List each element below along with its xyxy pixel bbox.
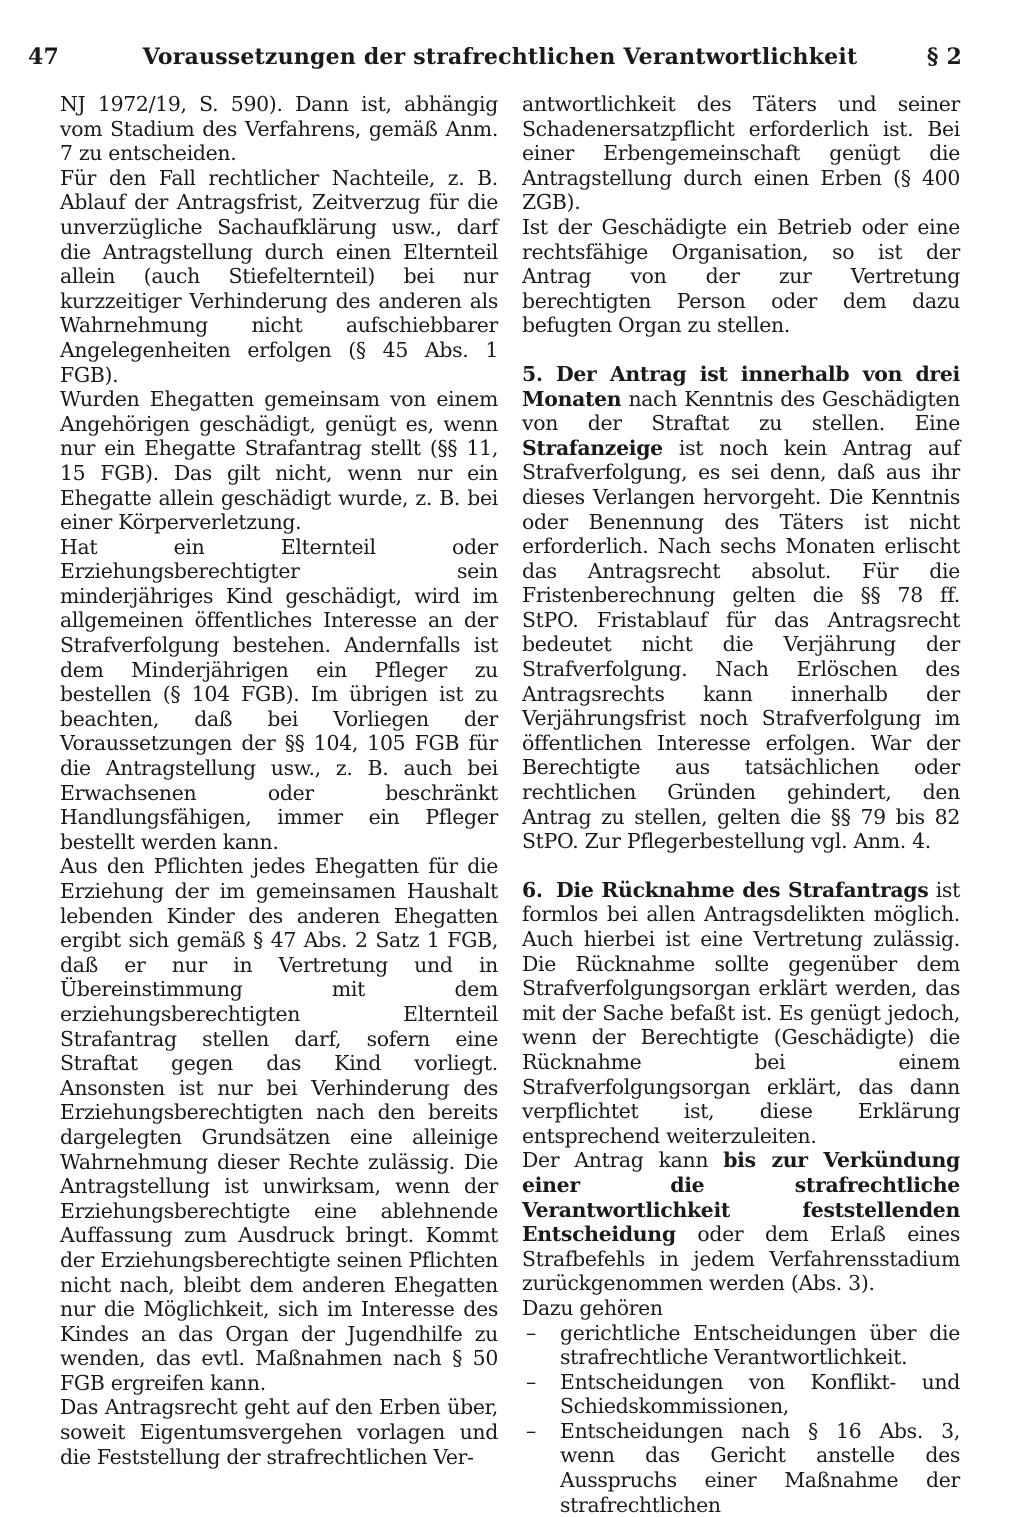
paragraph: antwortlichkeit des Täters und seiner Schadenersatzpflicht erforderlich ist. Bei einer Erbengemeinschaft genügt die Antragstellung durch einen Erben (§ 400 ZGB). (522, 92, 960, 215)
section-5-number: 5. (522, 362, 556, 387)
withdrawal-paragraph (522, 1148, 960, 1296)
section-5-bold-lead: Der Antrag ist innerhalb von drei Monaten (522, 362, 960, 411)
section-6-paragraph (522, 878, 960, 1149)
withdrawal-bold: bis zur Verkündung einer die strafrechtliche Verantwortlichkeit feststellenden Entscheidung (522, 1148, 960, 1246)
section-6-text: ist formlos bei allen Antragsdelikten möglich. Auch hierbei ist eine Vertretung zulässig. Die Rücknahme sollte gegenüber dem Strafverfolgungsorgan erklärt werden, das mit der Sache befaßt ist. Es genügt jedoch, wenn der Berechtigte (Geschädigte) die Rücknahme bei einem Strafverfolgungsorgan erklärt, das dann verpflichtet ist, diese Erklärung entsprechend weiterzuleiten. (522, 878, 960, 1148)
section-6-bold-lead: Die Rücknahme des Strafantrags (556, 878, 928, 902)
dash-list (522, 1321, 960, 1517)
chapter-title: Voraussetzungen der strafrechtlichen Verantwortlichkeit (59, 44, 927, 70)
paragraph: Wurden Ehegatten gemeinsam von einem Angehörigen geschädigt, genügt es, wenn nur ein Ehegatte Strafantrag stellt (§§ 11, 15 FGB). Das gilt nicht, wenn nur ein Ehegatte allein geschädigt wurde, z. B. bei einer Körperverletzung. (60, 387, 498, 535)
section-5-text-rest: ist noch kein Antrag auf Strafverfolgung, es sei denn, daß aus ihr dieses Verlangen hervorgeht. Die Kenntnis oder Benennung des Täters ist nicht erforderlich. Nach sechs Monaten erlischt das Antragsrecht absolut. Für die Fristenberechnung gelten die §§ 78 ff. StPO. Fristablauf für das Antragsrecht bedeutet nicht die Verjährung der Strafverfolgung. Nach Erlöschen des Antragsrechts kann innerhalb der Verjährungsfrist noch Strafverfolgung im öffentlichen Interesse erfolgen. War der Berechtigte aus tatsächlichen oder rechtlichen Gründen gehindert, den Antrag zu stellen, gelten die §§ 79 bis 82 StPO. Zur Pflegerbestellung vgl. Anm. 4. (522, 436, 960, 854)
page-number: 47 (28, 44, 59, 70)
section-5-text: nach Kenntnis des Geschädigten von der Straftat zu stellen. Eine (522, 387, 960, 436)
paragraph: NJ 1972/19, S. 590). Dann ist, abhängig vom Stadium des Verfahrens, gemäß Anm. 7 zu entscheiden. (60, 92, 498, 166)
withdrawal-text-rest: oder dem Erlaß eines Strafbefehls in jedem Verfahrensstadium zurückgenommen werden (Abs. 3). (522, 1222, 960, 1295)
paragraph: Für den Fall rechtlicher Nachteile, z. B. Ablauf der Antragsfrist, Zeitverzug für die unverzügliche Sachaufklärung usw., darf die Antragstellung durch einen Elternteil allein (auch Stiefelternteil) bei nur kurzzeitiger Verhinderung des anderen als Wahrnehmung nicht aufschiebbarer Angelegenheiten erfolgen (§ 45 Abs. 1 FGB). (60, 166, 498, 387)
list-item: – Entscheidungen von Konflikt- und Schiedskommissionen, (522, 1370, 960, 1419)
section-6-number: 6. (522, 878, 556, 903)
list-intro: Dazu gehören (522, 1296, 960, 1321)
running-header (28, 44, 962, 80)
paragraph: Aus den Pflichten jedes Ehegatten für die Erziehung der im gemeinsamen Haushalt lebenden Kinder des anderen Ehegatten ergibt sich gemäß § 47 Abs. 2 Satz 1 FGB, daß er nur in Vertretung und in Übereinstimmung mit dem erziehungsberechtigten Elternteil Strafantrag stellen darf, sofern eine Straftat gegen das Kind vorliegt. Ansonsten ist nur bei Verhinderung des Erziehungsberechtigten nach den bereits dargelegten Grundsätzen eine alleinige Wahrnehmung dieser Rechte zulässig. Die Antragstellung ist unwirksam, wenn der Erziehungsberechtigte eine ablehnende Auffassung zum Ausdruck bringt. Kommt der Erziehungsberechtigte seinen Pflichten nicht nach, bleibt dem anderen Ehegatten nur die Möglichkeit, sich im Interesse des Kindes an das Organ der Jugendhilfe zu wenden, das evtl. Maßnahmen nach § 50 FGB ergreifen kann. (60, 854, 498, 1395)
left-column (60, 92, 498, 1469)
paragraph: Ist der Geschädigte ein Betrieb oder eine rechtsfähige Organisation, so ist der Antrag von der zur Vertretung berechtigten Person oder dem dazu befugten Organ zu stellen. (522, 215, 960, 338)
withdrawal-text: Der Antrag kann (522, 1148, 723, 1172)
paragraph: Hat ein Elternteil oder Erziehungsberechtigter sein minderjähriges Kind geschädigt, wird im allgemeinen öffentliches Interesse an der Strafverfolgung bestehen. Andernfalls ist dem Minderjährigen ein Pfleger zu bestellen (§ 104 FGB). Im übrigen ist zu beachten, daß bei Vorliegen der Voraussetzungen der §§ 104, 105 FGB für die Antragstellung usw., z. B. auch bei Erwachsenen oder beschränkt Handlungsfähigen, immer ein Pfleger bestellt werden kann. (60, 535, 498, 855)
right-column (522, 92, 960, 1517)
list-item: – gerichtliche Entscheidungen über die strafrechtliche Verantwortlichkeit. (522, 1321, 960, 1370)
paragraph: Das Antragsrecht geht auf den Erben über, soweit Eigentumsvergehen vorlagen und die Feststellung der strafrechtlichen Ver- (60, 1395, 498, 1469)
list-item: – Entscheidungen nach § 16 Abs. 3, wenn das Gericht anstelle des Ausspruchs einer Maßnahme der strafrechtlichen (522, 1419, 960, 1517)
section-5-bold-term: Strafanzeige (522, 436, 663, 460)
section-5-paragraph (522, 362, 960, 854)
section-marker: § 2 (927, 44, 962, 70)
